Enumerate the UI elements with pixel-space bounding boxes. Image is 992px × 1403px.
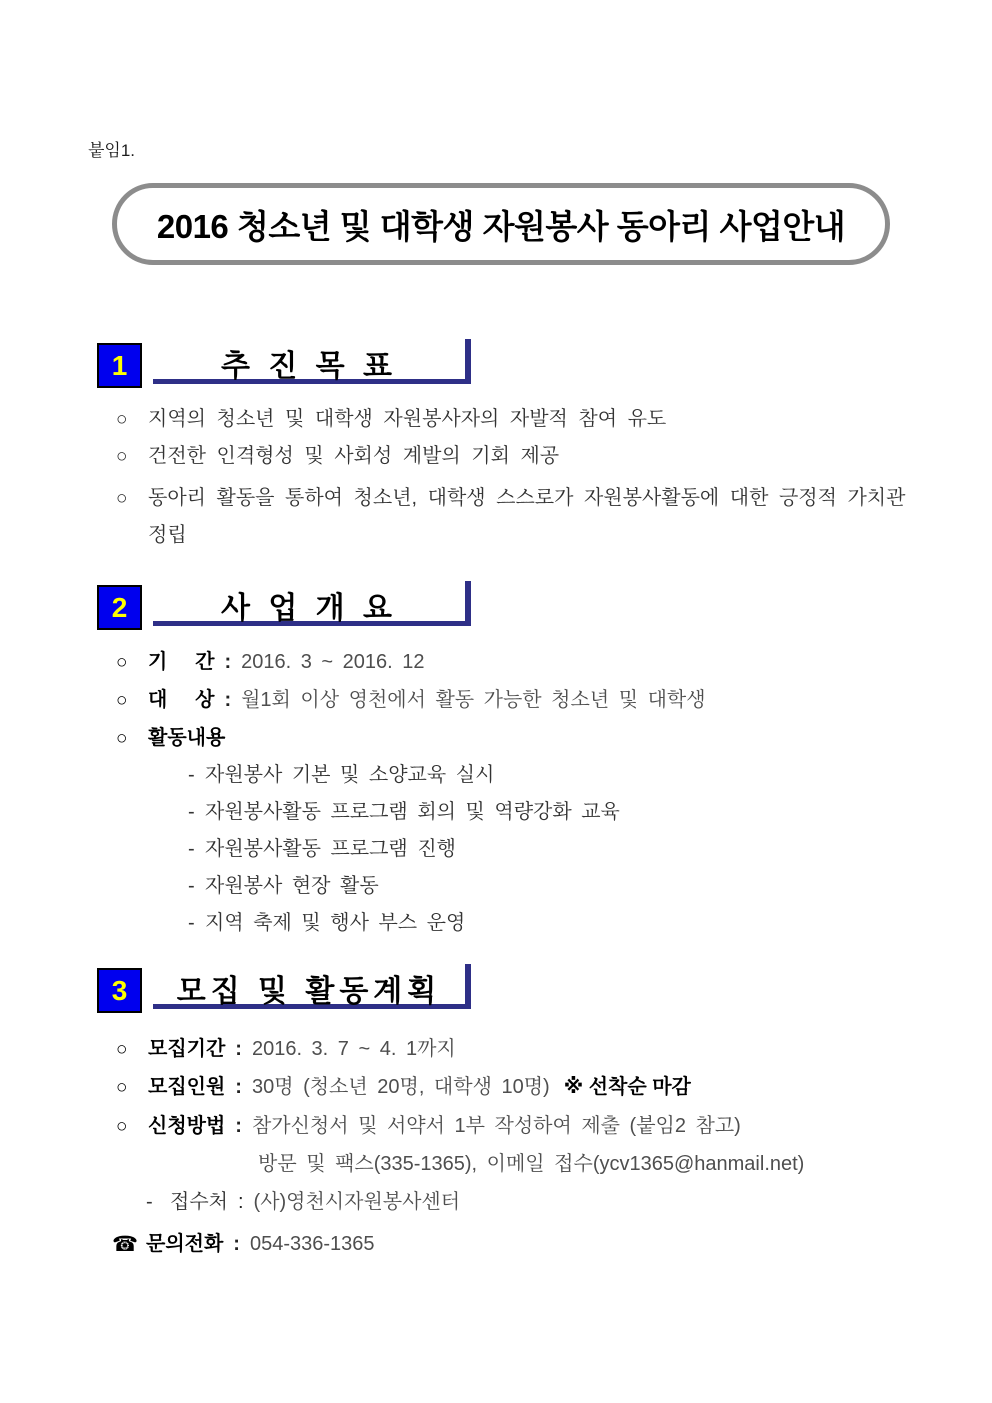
section1-heading: 추 진 목 표: [221, 350, 397, 383]
circle-bullet-icon: ○: [116, 409, 128, 430]
overview-target-value: 월1회 이상 영천에서 활동 가능한 청소년 및 대학생: [241, 689, 706, 711]
dash-bullet-icon: -: [188, 764, 195, 786]
activity-item-2: [188, 799, 620, 825]
dash-bullet-icon: -: [188, 875, 195, 897]
overview-target-label: 대 상: [148, 689, 215, 711]
overview-period-value: 2016. 3 ~ 2016. 12: [241, 651, 425, 673]
section3-number-badge: 3: [97, 968, 142, 1013]
activity-item-text: 자원봉사 기본 및 소양교육 실시: [205, 764, 495, 786]
activity-item-5: [188, 910, 465, 936]
activity-item-text: 자원봉사활동 프로그램 회의 및 역량강화 교육: [205, 801, 620, 823]
circle-bullet-icon: ○: [116, 728, 128, 749]
colon-separator: :: [237, 1191, 244, 1213]
goal-item-1: [116, 406, 906, 433]
recruit-capacity-value: 30명 (청소년 20명, 대학생 10명): [251, 1076, 550, 1098]
goal-item-3: [116, 480, 906, 554]
activity-item-text: 지역 축제 및 행사 부스 운영: [205, 912, 466, 934]
section3-header: [97, 968, 477, 1018]
circle-bullet-icon: ○: [116, 652, 128, 673]
phone-row: [112, 1231, 375, 1258]
overview-period-label: 기 간: [148, 651, 215, 673]
colon-separator: :: [235, 1076, 242, 1098]
phone-label: 문의전화: [146, 1233, 224, 1255]
apply-method-value-line2: 방문 및 팩스(335-1365), 이메일 접수(ycv1365@hanmail.net): [258, 1153, 805, 1175]
activity-item-text: 자원봉사활동 프로그램 진행: [205, 838, 456, 860]
telephone-icon: ☎: [112, 1233, 139, 1256]
circle-bullet-icon: ○: [116, 690, 128, 711]
dash-bullet-icon: -: [188, 838, 195, 860]
document-title: 2016 청소년 및 대학생 자원봉사 동아리 사업안내: [156, 207, 846, 245]
circle-bullet-icon: ○: [116, 446, 128, 467]
circle-bullet-icon: ○: [116, 488, 128, 509]
section2-underline-end: [465, 581, 471, 626]
section1-number-badge: 1: [97, 343, 142, 388]
goal-item-2: [116, 443, 906, 470]
apply-method-value: 참가신청서 및 서약서 1부 작성하여 제출 (붙임2 참고): [251, 1115, 741, 1137]
recruit-period-row: [116, 1036, 456, 1063]
activity-item-3: [188, 836, 456, 862]
overview-activities-label: 활동내용: [148, 727, 226, 749]
section2-header: [97, 585, 477, 635]
dash-bullet-icon: -: [188, 912, 195, 934]
colon-separator: :: [235, 1115, 242, 1137]
reception-row: [146, 1189, 460, 1216]
goal-item-text: 동아리 활동을 통하여 청소년, 대학생 스스로가 자원봉사활동에 대한 긍정적 가치관 정립: [148, 487, 906, 546]
overview-target-row: [116, 687, 706, 714]
title-box: [112, 183, 890, 265]
overview-period-row: [116, 649, 424, 676]
circle-bullet-icon: ○: [116, 1116, 128, 1137]
section1-underline-end: [465, 339, 471, 384]
dash-bullet-icon: -: [188, 801, 195, 823]
phone-value: 054-336-1365: [249, 1233, 375, 1255]
colon-separator: :: [235, 1038, 242, 1060]
attachment-label: 붙임1.: [88, 141, 136, 160]
section3-underline-end: [465, 964, 471, 1009]
reception-value: (사)영천시자원봉사센터: [253, 1191, 461, 1213]
section3-heading: 모집 및 활동계획: [176, 975, 442, 1008]
recruit-capacity-row: [116, 1074, 691, 1101]
circle-bullet-icon: ○: [116, 1039, 128, 1060]
colon-separator: :: [224, 651, 232, 673]
activity-item-text: 자원봉사 현장 활동: [205, 875, 379, 897]
recruit-period-label: 모집기간: [148, 1038, 226, 1060]
activity-item-4: [188, 873, 379, 899]
overview-activities-row: [116, 725, 225, 752]
section1-header: [97, 343, 477, 393]
apply-method-row: [116, 1113, 741, 1140]
activity-item-1: [188, 762, 494, 788]
first-come-note: ※ 선착순 마감: [563, 1076, 691, 1098]
goal-item-text: 지역의 청소년 및 대학생 자원봉사자의 자발적 참여 유도: [148, 408, 667, 430]
recruit-capacity-label: 모집인원: [148, 1076, 226, 1098]
circle-bullet-icon: ○: [116, 1077, 128, 1098]
colon-separator: :: [224, 689, 232, 711]
colon-separator: :: [233, 1233, 240, 1255]
section2-number-badge: 2: [97, 585, 142, 630]
goal-item-text: 건전한 인격형성 및 사회성 계발의 기회 제공: [148, 445, 560, 467]
recruit-period-value: 2016. 3. 7 ~ 4. 1까지: [251, 1038, 456, 1060]
apply-method-label: 신청방법: [148, 1115, 226, 1137]
dash-bullet-icon: -: [146, 1191, 153, 1213]
section2-heading: 사 업 개 요: [221, 592, 397, 625]
reception-label: 접수처: [170, 1191, 228, 1213]
